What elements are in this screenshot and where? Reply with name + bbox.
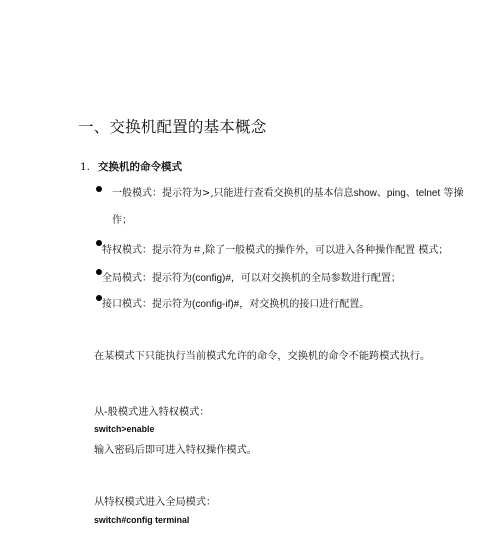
mode-item-user [112,187,463,201]
mode-item-interface [102,298,369,312]
mode-interface-text: 接口模式：提示符为 [102,299,192,310]
mode-global-prompt: (config)# [192,273,231,284]
mode-user-continuation: 作； [112,215,132,226]
instruction-user-to-privileged: 从-般模式进入特权模式： [94,407,210,418]
subsection-title: 交换机的命令模式 [98,161,182,173]
mode-user-text-tail: 等操 [440,188,464,199]
instruction-enter-password: 输入密码后即可进入特权操作模式。 [94,445,257,456]
mode-user-text: 一般模式：提示符为>,只能进行查看交换机的基本信息 [112,188,354,199]
command-config-terminal: switch#config terminal [94,515,190,525]
instruction-privileged-to-global: 从特权模式进入全局模式： [94,497,217,508]
mode-interface-prompt: (config-if)# [192,299,240,310]
mode-global-text-tail: ，可以对交换机的全局参数进行配置； [230,273,401,284]
subsection-number: 1. [80,161,91,173]
command-enable: switch>enable [94,424,155,434]
section-title: 一、交换机配置的基本概念 [78,118,267,136]
mode-user-commands: show、ping、telnet [353,188,441,199]
bullet-icon [96,186,102,192]
mode-item-privileged: 特权模式：提示符为＃,除了一般模式的操作外，可以进入各种操作配置 模式； [102,245,449,256]
mode-note: 在某模式下只能执行当前模式允许的命令，交换机的命令不能跨模式执行。 [94,351,431,362]
mode-interface-text-tail: ，对交换机的接口进行配置。 [239,299,370,310]
mode-global-text: 全局模式：提示符为 [102,273,192,284]
mode-item-global [102,272,401,286]
subsection-heading [80,159,182,174]
